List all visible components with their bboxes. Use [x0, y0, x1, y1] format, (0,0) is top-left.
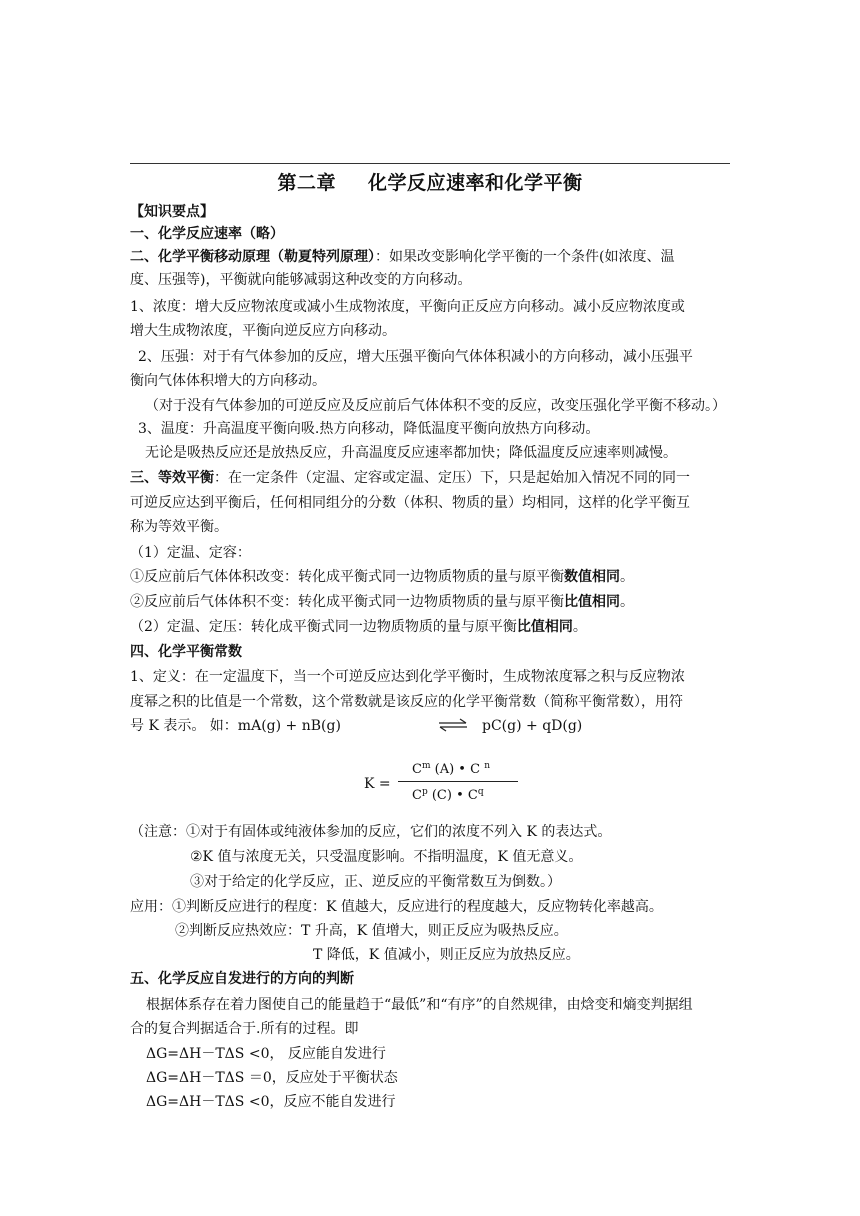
note-line-3: ③对于给定的化学反应，正、逆反应的平衡常数互为倒数。） — [190, 874, 561, 890]
k-denominator: $C^p$ (C) • $C^q$ — [412, 787, 484, 803]
definition-line-1: 1、定义：在一定温度下，当一个可逆反应达到化学平衡时，生成物浓度幂之积与反应物浓 — [130, 669, 685, 685]
application-line-3: T 降低，K 值减小，则正反应为放热反应。 — [313, 947, 580, 963]
pressure-line-1: 2、压强：对于有气体参加的反应，增大压强平衡向气体体积减小的方向移动，减小压强平 — [138, 349, 693, 365]
equilibrium-arrow-icon — [438, 718, 468, 732]
gibbs-equation-2: ΔG=ΔH－TΔS ＝0，反应处于平衡状态 — [146, 1070, 398, 1086]
section-knowledge-points: 【知识要点】 — [130, 204, 214, 220]
section-2-text: ：如果改变影响化学平衡的一个条件(如浓度、温 — [375, 249, 675, 265]
period: 。 — [620, 569, 634, 585]
definition-line-2: 度幂之积的比值是一个常数，这个常数就是该反应的化学平衡常数（简称平衡常数），用符 — [130, 694, 683, 710]
pressure-note: （对于没有气体参加的可逆反应及反应前后气体体积不变的反应，改变压强化学平衡不移动。） — [145, 398, 726, 414]
reaction-products: pC(g) + qD(g) — [482, 718, 583, 734]
header-rule — [130, 163, 730, 164]
note-line-1: （注意：①对于有固体或纯液体参加的反应，它们的浓度不列入 K 的表达式。 — [130, 824, 612, 840]
section-4-heading: 四、化学平衡常数 — [130, 644, 242, 660]
application-line-2: ②判断反应热效应：T 升高，K 值增大，则正反应为吸热反应。 — [175, 923, 568, 939]
const-tv-item-b — [130, 592, 634, 612]
chapter-name: 化学反应速率和化学平衡 — [368, 172, 583, 194]
chapter-title — [130, 168, 730, 195]
const-tv-item-a-text: ①反应前后气体体积改变：转化成平衡式同一边物质物质的量与原平衡 — [130, 569, 564, 585]
section-5-line-1: 根据体系存在着力图使自己的能量趋于“最低”和“有序”的自然规律，由焓变和熵变判据组 — [146, 997, 693, 1013]
section-3-heading: 三、等效平衡 — [130, 470, 214, 486]
section-1-heading: 一、化学反应速率（略） — [130, 226, 284, 242]
section-5-heading: 五、化学反应自发进行的方向的判断 — [130, 971, 354, 987]
pressure-line-2: 衡向气体体积增大的方向移动。 — [130, 373, 326, 389]
gibbs-equation-3: ΔG=ΔH－TΔS <0，反应不能自发进行 — [146, 1094, 396, 1110]
k-numerator: $C^m$ (A) • C $^n$ — [412, 761, 490, 777]
period: 。 — [572, 619, 587, 635]
temperature-line-2: 无论是吸热反应还是放热反应，升高温度反应速率都加快；降低温度反应速率则减慢。 — [145, 445, 677, 461]
section-2-heading: 二、化学平衡移动原理（勒夏特列原理） — [130, 249, 375, 265]
concentration-line-1: 1、浓度：增大反应物浓度或减小生成物浓度，平衡向正反应方向移动。减小反应物浓度或 — [130, 299, 685, 315]
section-5-line-2: 合的复合判据适合于.所有的过程。即 — [130, 1021, 359, 1037]
fraction-bar — [398, 781, 518, 782]
section-3-line-3: 称为等效平衡。 — [130, 519, 228, 535]
const-tp-text: （2）定温、定压：转化成平衡式同一边物质物质的量与原平衡 — [130, 619, 517, 635]
section-3-text: ：在一定条件（定温、定容或定温、定压）下，只是起始加入情况不同的同一 — [214, 470, 690, 486]
const-tv-item-a — [130, 567, 634, 587]
section-2-line-1 — [130, 247, 674, 267]
period: 。 — [620, 594, 634, 610]
const-tp-bold: 比值相同 — [516, 619, 573, 635]
chapter-number: 第二章 — [277, 172, 336, 194]
const-tp-heading — [130, 617, 587, 637]
gibbs-equation-1: ΔG=ΔH－TΔS <0， 反应能自发进行 — [146, 1046, 386, 1062]
const-tv-item-b-text: ②反应前后气体体积不变：转化成平衡式同一边物质物质的量与原平衡 — [130, 594, 564, 610]
k-label: K = — [364, 776, 391, 792]
note-line-2: ②K 值与浓度无关，只受温度影响。不指明温度，K 值无意义。 — [190, 849, 583, 865]
concentration-line-2: 增大生成物浓度，平衡向逆反应方向移动。 — [130, 323, 396, 339]
const-tv-item-b-bold: 比值相同 — [564, 594, 620, 610]
section-2-line-2: 度、压强等)，平衡就向能够减弱这种改变的方向移动。 — [130, 272, 472, 288]
const-tv-item-a-bold: 数值相同 — [564, 569, 620, 585]
section-3-line-1 — [130, 468, 690, 488]
section-3-line-2: 可逆反应达到平衡后，任何相同组分的分数（体积、物质的量）均相同，这样的化学平衡互 — [130, 495, 690, 511]
const-tv-heading: （1）定温、定容： — [130, 545, 251, 561]
temperature-line-1: 3、温度：升高温度平衡向吸.热方向移动，降低温度平衡向放热方向移动。 — [138, 421, 600, 437]
definition-line-3: 号 K 表示。 如：mA(g) + nB(g) — [130, 718, 341, 734]
application-line-1: 应用：①判断反应进行的程度：K 值越大，反应进行的程度越大，反应物转化率越高。 — [130, 899, 663, 915]
